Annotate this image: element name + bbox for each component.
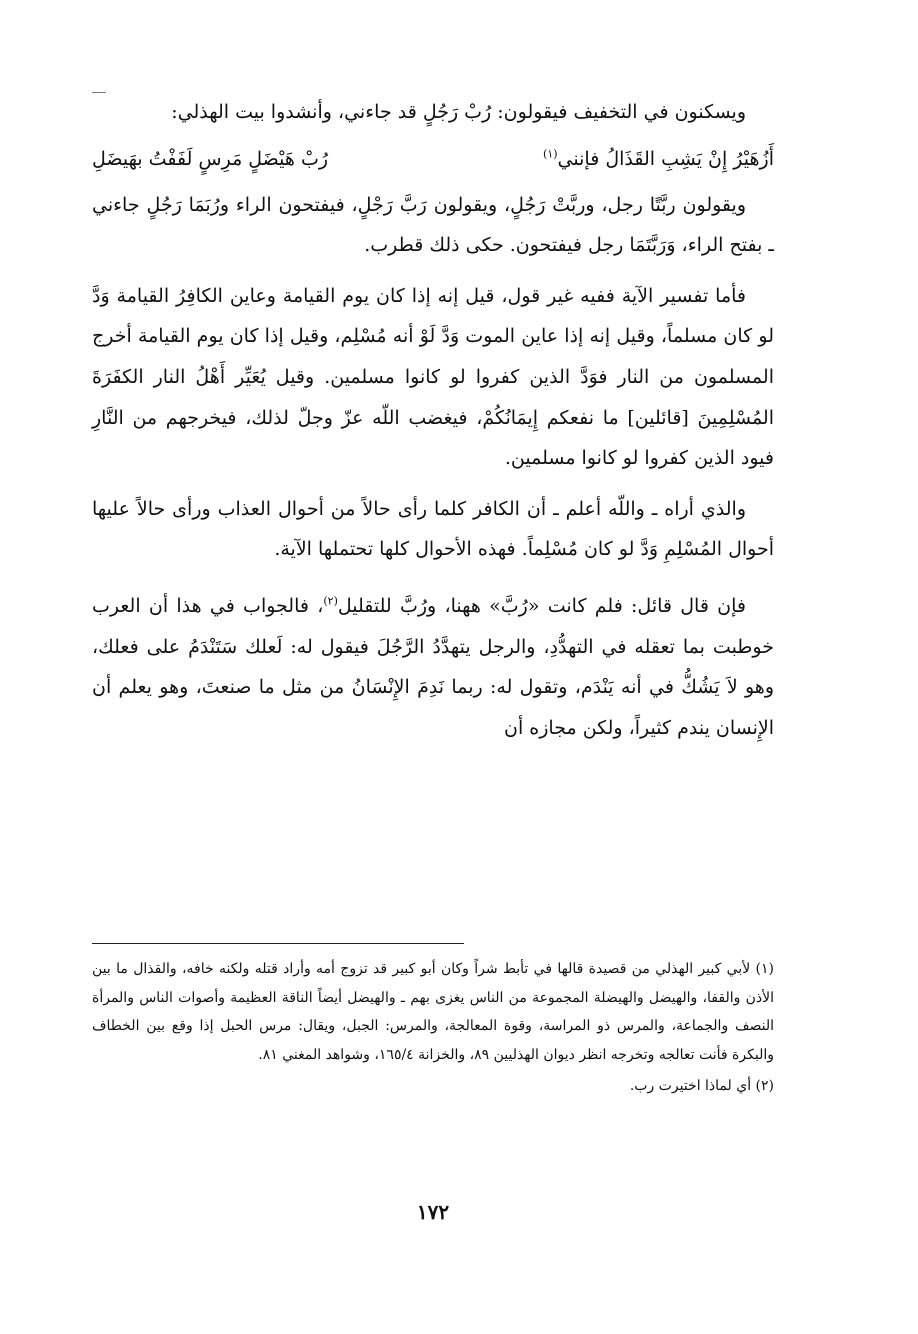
verse-first-hemistich <box>543 139 774 179</box>
paragraph-author-view: والذي أراه ـ واللّه أعلم ـ أن الكافر كلما رأى حالاً من أحوال العذاب ورأى حالاً عليها أحوال المُسْلِمِ وَدَّ لو كان مُسْلِماً. فهذه الأحوال كلها تحتملها الآية. <box>92 497 774 561</box>
footnote-marker-2: (٢) <box>323 594 338 608</box>
footnotes <box>92 955 774 1101</box>
paragraph-tafsir: فأما تفسير الآية ففيه غير قول، قيل إنه إذا كان يوم القيامة وعاين الكافِرُ القيامة وَدَّ لو كان مسلماً، وقيل إنه إذا عاين الموت وَدَّ لَوْ أنه مُسْلِم، وقيل إذا كان يوم القيامة أخرج المسلمون من النار فوَدَّ الذين كفروا لو كانوا مسلمين. وقيل يُعَيِّر أَهْلُ النار الكفَرَةَ المُسْلِمِينَ [قائلين] ما نفعكم إِيمَانُكُمْ، فيغضب اللّه عزّ وجلّ لذلك، فيخرجهم من النَّارِ فيود الذين كفروا لو كانوا مسلمين. <box>92 284 774 470</box>
paragraph-rubba-forms: ويقولون ربَّتًا رجل، وربَّتْ رَجُلٍ، ويقولون رَبَّ رَجْلٍ، فيفتحون الراء ورُبَمَا رَجُلٍ جاءني ـ بفتح الراء، وَرَبَّتَمَا رجل فيفتحون. حكى ذلك قطرب. <box>92 193 774 257</box>
verse-first-hemistich-text: أَزُهَيْرُ إِنْ يَشِبِ القَذَالُ فإنني <box>557 147 774 170</box>
book-page <box>92 92 774 1232</box>
poetry-verse <box>92 139 774 179</box>
footnote-separator <box>92 943 464 944</box>
top-margin-mark <box>92 92 106 93</box>
paragraph-objection-start: فإن قال قائل: فلم كانت «رُبَّ» ههنا، ورُبَّ للتقليل <box>337 594 746 617</box>
paragraph-objection <box>92 586 774 748</box>
paragraph-objection-rest: ، فالجواب في هذا أن العرب خوطبت بما تعقله في التهدُّدِ، والرجل يتهدَّدُ الرَّجُلَ فيقول له: لَعلك سَتَنْدَمُ على فعلك، وهو لاَ يَشُكُّ في أنه يَنْدَم، وتقول له: ربما نَدِمَ الإِنْسَانُ من مثل ما صنعتَ، وهو يعلم أن الإِنسان يندم كثيراً، ولكن مجازه أن <box>92 594 774 739</box>
page-number: ١٧٢ <box>416 1200 450 1224</box>
main-text <box>92 92 774 748</box>
footnote-marker-1: (١) <box>543 147 558 161</box>
verse-second-hemistich: رُبْ هَيْضَلٍ مَرِسٍ لَفَفْتُ بهَيضَلِ <box>92 147 329 170</box>
footnote-1: (١) لأبي كبير الهذلي من قصيدة قالها في تأبط شراً وكان أبو كبير قد تزوج أمه وأراد قتله ولكنه خافه، والقذال ما بين الأذن والقفا، والهيضل والهيضلة المجموعة من الناس يغزى بهم ـ والهيضل أيضاً الناقة العظيمة وأصوات الناس والمرأة النصف والجماعة، والمرس ذو المراسة، وقوة المعالجة، والمرس: الجبل، ويقال: مرس الحبل إذا وقع بين الخطاف والبكرة فأنت تعالجه وتخرجه انظر ديوان الهذليين ٨٩، والخزانة ١٦٥/٤، وشواهد المغني ٨١. <box>92 961 774 1064</box>
footnote-2: (٢) أي لماذا اختيرت رب. <box>629 1077 774 1094</box>
paragraph-intro: ويسكنون في التخفيف فيقولون: رُبْ رَجُلٍ قد جاءني، وأنشدوا بيت الهذلي: <box>171 101 746 123</box>
